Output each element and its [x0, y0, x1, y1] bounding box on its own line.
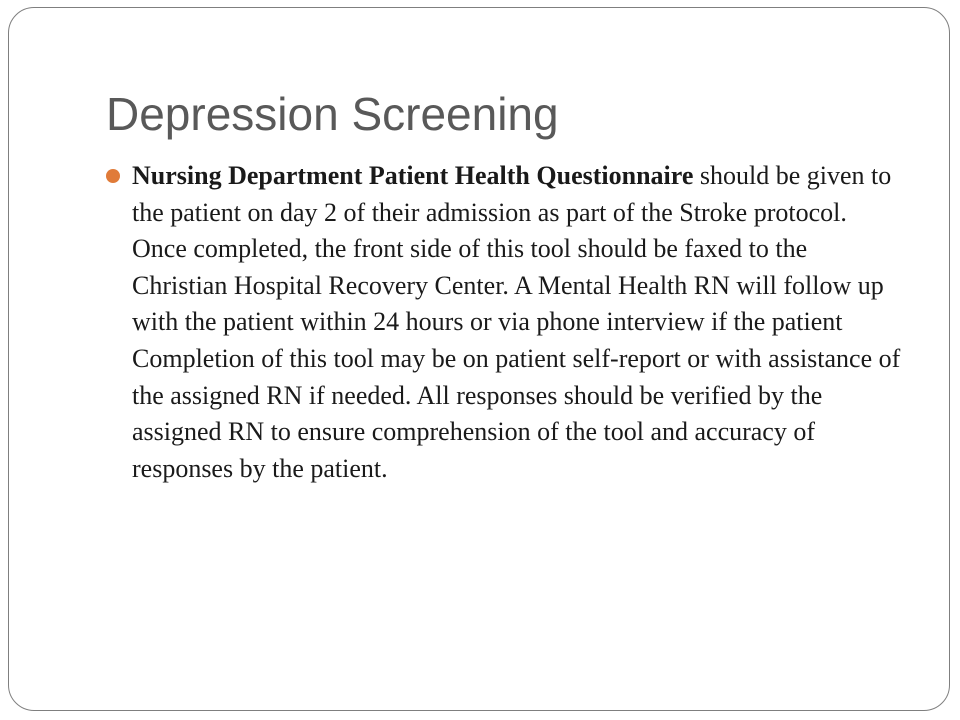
bullet-bold-text: Nursing Department Patient Health Questionnaire [132, 161, 694, 190]
slide-title: Depression Screening [106, 88, 559, 140]
bullet-list [106, 158, 906, 487]
bullet-dot-icon [106, 169, 120, 183]
bullet-item [106, 158, 906, 487]
bullet-body-text: should be given to the patient on day 2 of their admission as part of the Stroke protocol. Once completed, the front side of this tool should be faxed to the Christian Hospital Recovery Center. A Mental Health RN will follow up with the patient within 24 hours or via phone interview if the patient Completion of this tool may be on patient self-report or with assistance of the assigned RN if needed. All responses should be verified by the assigned RN to ensure comprehension of the tool and accuracy of responses by the patient. [132, 161, 901, 483]
